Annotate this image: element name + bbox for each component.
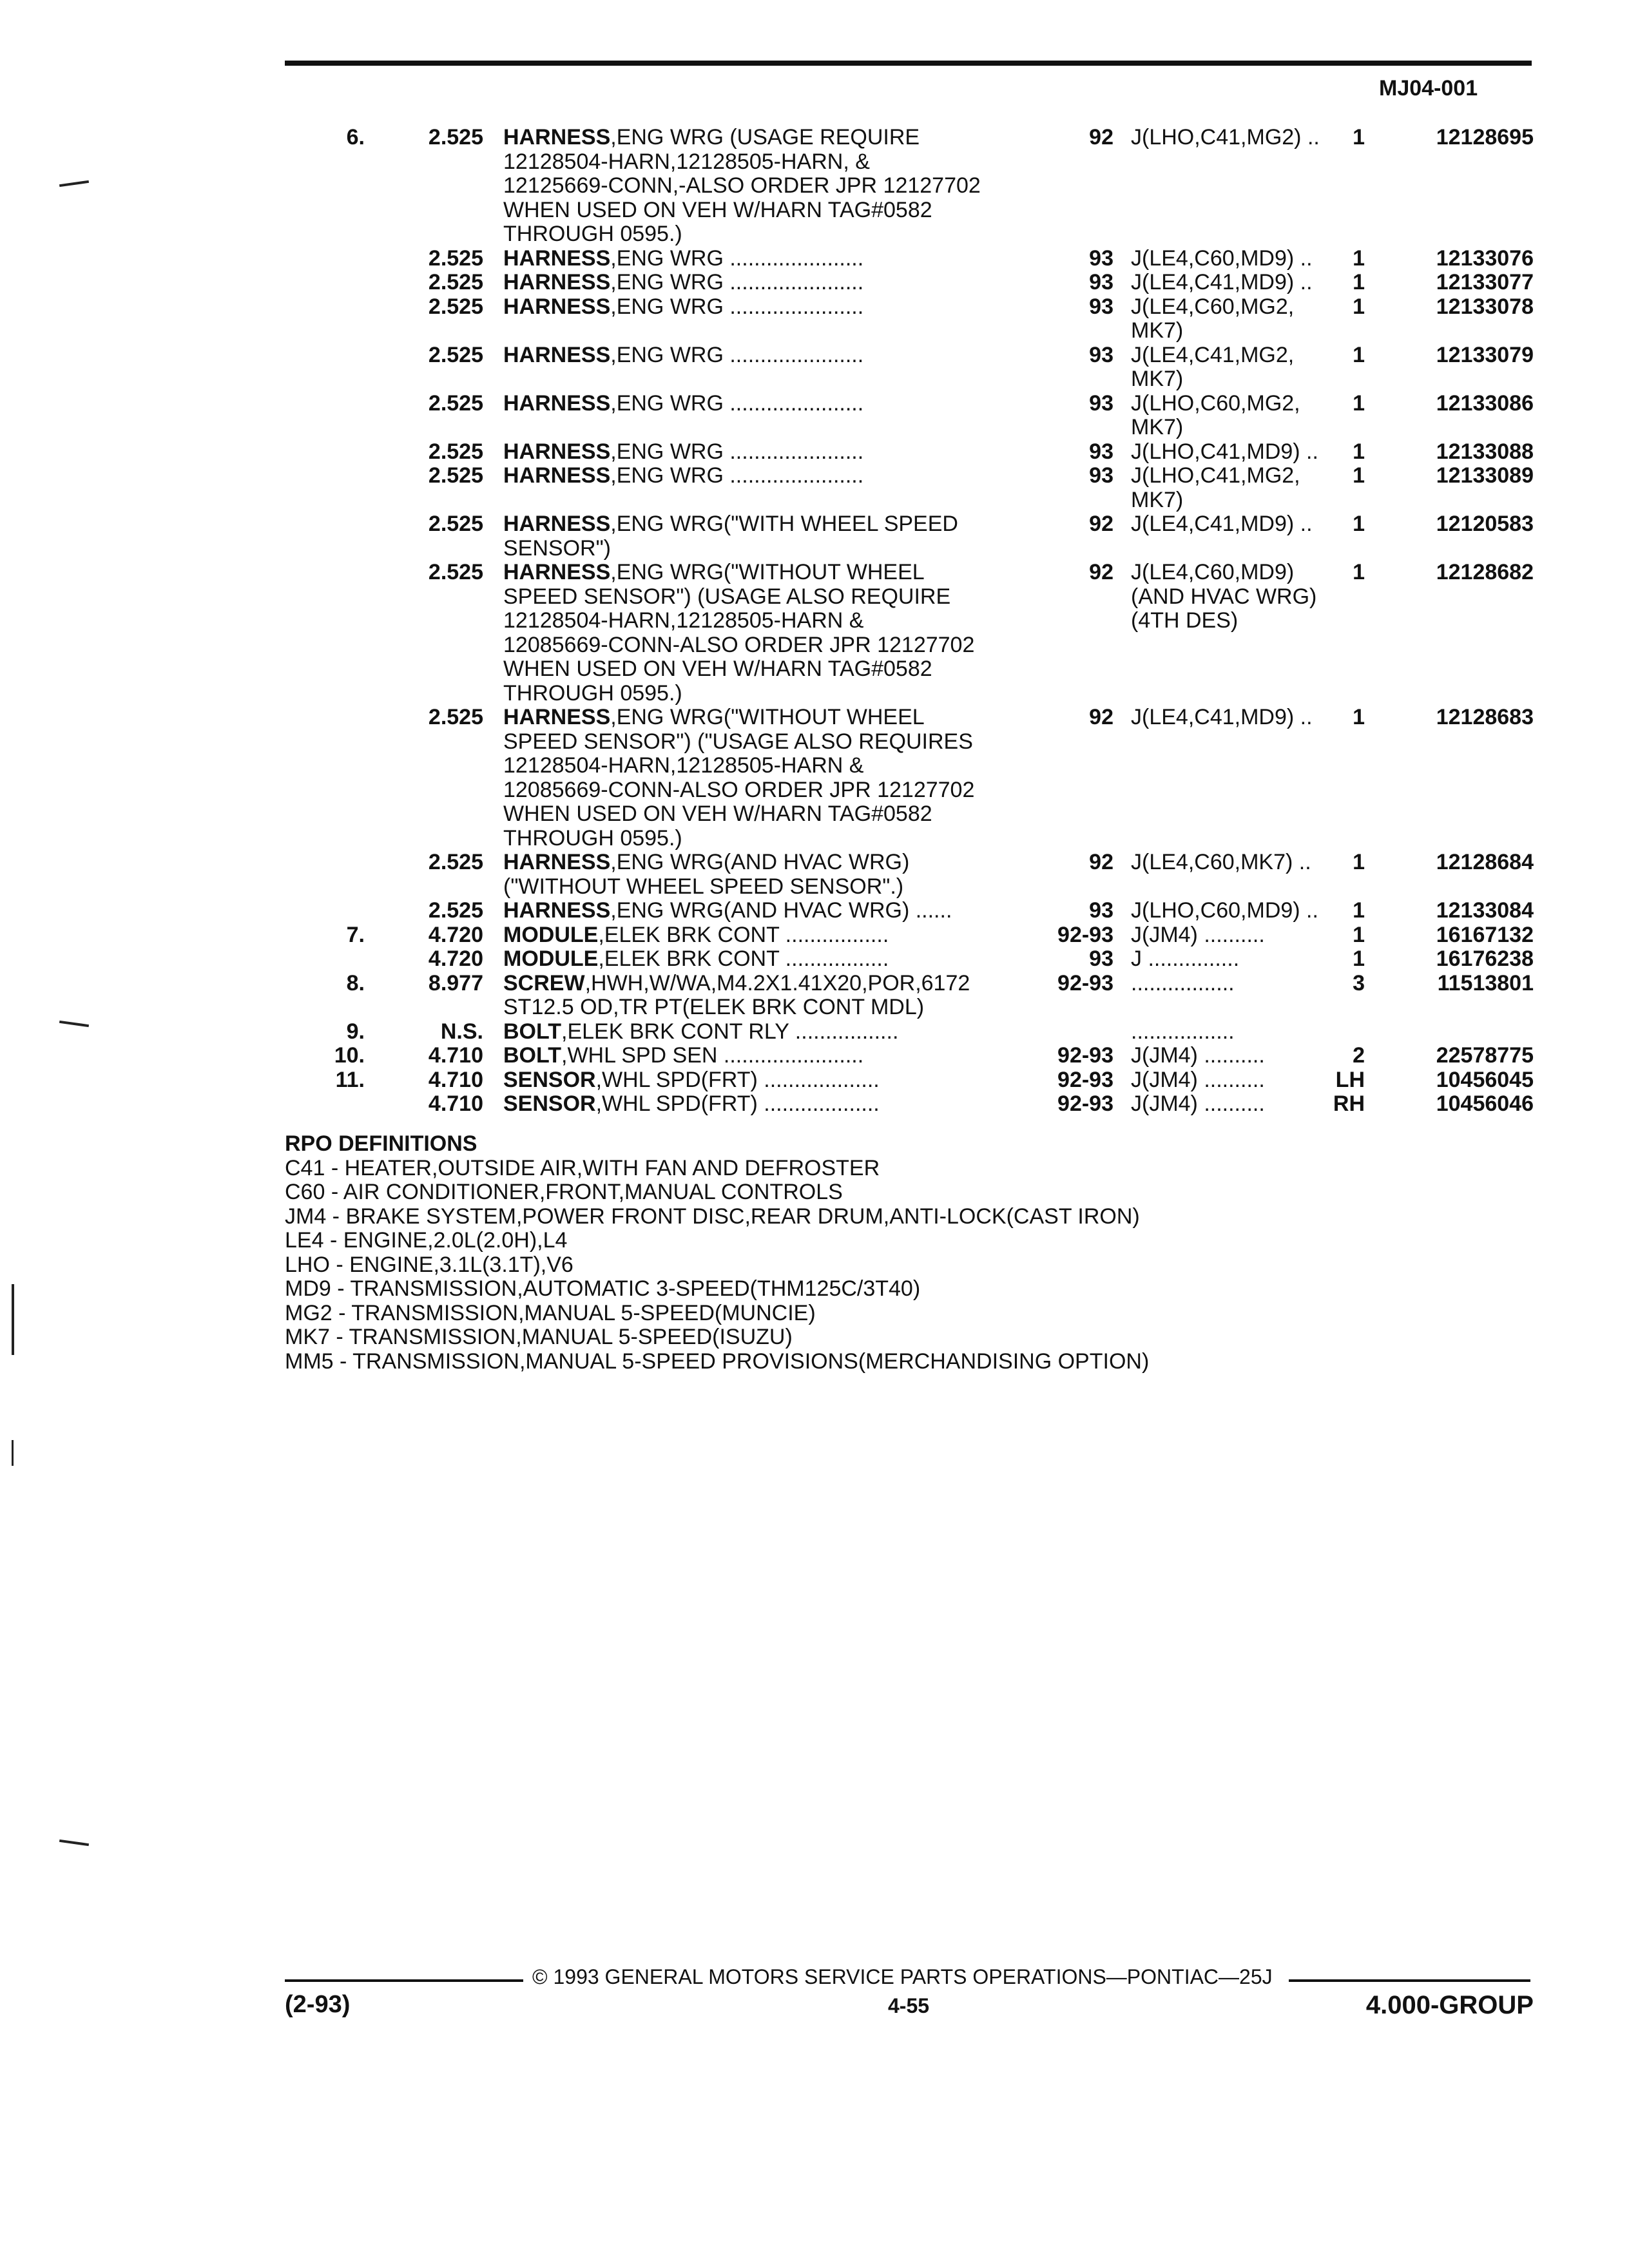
- part-detail: ,ENG WRG ......................: [610, 342, 864, 367]
- quantity: 1: [1353, 342, 1365, 367]
- part-name: BOLT: [503, 1019, 562, 1044]
- part-number: 11513801: [1437, 970, 1534, 995]
- part-number: 12120583: [1436, 512, 1534, 536]
- usage-code: .................: [1131, 970, 1235, 995]
- model-years: 93: [1089, 439, 1113, 464]
- rpo-definition: JM4 - BRAKE SYSTEM,POWER FRONT DISC,REAR DRUM,ANTI-LOCK(CAST IRON): [285, 1204, 1140, 1229]
- footer-rule-right: [1289, 1979, 1530, 1982]
- quantity: 1: [1353, 245, 1365, 271]
- part-detail: ,ENG WRG ......................: [610, 463, 864, 488]
- part-number: 12133078: [1436, 294, 1534, 319]
- part-detail: ,ENG WRG ......................: [610, 270, 864, 294]
- model-years: 92: [1089, 125, 1113, 149]
- rpo-definitions-list: [285, 1157, 1149, 1374]
- page-number: 4-55: [888, 1994, 930, 2017]
- parts-list: [0, 126, 1629, 1117]
- part-name: HARNESS: [503, 463, 611, 488]
- part-description: [503, 126, 1045, 247]
- quantity: 1: [1353, 560, 1365, 584]
- part-detail: ,ENG WRG("WITHOUT WHEEL SPEED SENSOR") ("USAGE ALSO REQUIRES 12128504-HARN,12128505-HARN & 12085669-CONN-ALSO ORDER JPR 12127702 WHEN USED ON VEH W/HARN TAG#0582 THROUGH 0595.): [503, 705, 975, 850]
- rpo-definitions: [285, 1132, 1149, 1374]
- part-number: 16167132: [1436, 922, 1534, 947]
- part-name: HARNESS: [503, 294, 611, 319]
- model-years: 93: [1089, 245, 1113, 271]
- ref-number: 8.: [346, 970, 365, 995]
- quantity: 1: [1353, 390, 1365, 416]
- part-description: [503, 295, 1045, 320]
- part-number: 22578775: [1436, 1043, 1534, 1068]
- part-description: [503, 706, 1045, 850]
- usage-code: .................: [1131, 1019, 1235, 1044]
- scan-mark: [12, 1284, 14, 1355]
- usage-code: J(JM4) ..........: [1131, 922, 1265, 947]
- usage-code: J(LHO,C41,MD9) ..: [1131, 439, 1318, 464]
- model-years: 93: [1089, 294, 1113, 319]
- ref-number: 7.: [346, 922, 365, 947]
- usage-code: J(LE4,C60,MK7) ..: [1131, 850, 1311, 874]
- usage-code: J(JM4) ..........: [1131, 1067, 1265, 1092]
- part-number: 12133086: [1436, 390, 1534, 416]
- quantity: 1: [1353, 270, 1365, 294]
- part-detail: ,ELEK BRK CONT .................: [598, 947, 889, 971]
- group-number: 2.525: [428, 270, 483, 294]
- part-name: HARNESS: [503, 270, 611, 294]
- part-name: MODULE: [503, 947, 599, 971]
- ref-number: 6.: [346, 125, 365, 149]
- part-name: HARNESS: [503, 705, 611, 729]
- ref-number: 10.: [334, 1043, 365, 1068]
- parts-row: [0, 1020, 1629, 1044]
- ref-number: 9.: [346, 1019, 365, 1044]
- group-number: 2.525: [428, 125, 483, 149]
- parts-row: [0, 947, 1629, 972]
- top-rule: [285, 61, 1532, 66]
- group-number: 2.525: [428, 463, 483, 488]
- parts-row: [0, 512, 1629, 561]
- usage-code: J(JM4) ..........: [1131, 1091, 1265, 1116]
- model-years: 92: [1089, 512, 1113, 536]
- part-detail: ,HWH,W/WA,M4.2X1.41X20,POR,6172 ST12.5 OD,TR PT(ELEK BRK CONT MDL): [503, 970, 970, 1019]
- part-number: 12133084: [1436, 898, 1534, 923]
- rpo-definition: LHO - ENGINE,3.1L(3.1T),V6: [285, 1252, 574, 1277]
- part-name: MODULE: [503, 922, 599, 947]
- model-years: 93: [1089, 390, 1113, 416]
- part-description: [503, 947, 1045, 972]
- usage-code: J(LHO,C41,MG2) ..: [1131, 125, 1320, 149]
- parts-row: [0, 850, 1629, 899]
- usage-code: J ...............: [1131, 947, 1240, 971]
- part-name: HARNESS: [503, 850, 611, 874]
- group-number: 2.525: [428, 560, 483, 584]
- part-description: [503, 440, 1045, 465]
- part-number: 12128684: [1436, 850, 1534, 874]
- part-number: 12133077: [1436, 270, 1534, 294]
- footer-date: (2-93): [285, 1991, 351, 2018]
- part-number: 10456046: [1436, 1091, 1534, 1116]
- part-name: HARNESS: [503, 342, 611, 367]
- part-name: HARNESS: [503, 512, 611, 536]
- model-years: 92-93: [1057, 1043, 1113, 1068]
- part-description: [503, 899, 1045, 923]
- part-number: 12133089: [1436, 463, 1534, 488]
- part-description: [503, 850, 1045, 899]
- parts-row: [0, 972, 1629, 1020]
- quantity: 3: [1353, 970, 1365, 995]
- part-detail: ,WHL SPD SEN .......................: [561, 1043, 864, 1068]
- model-years: 92-93: [1057, 1091, 1113, 1116]
- usage-code: J(LE4,C41,MD9) ..: [1131, 270, 1313, 294]
- part-number: 10456045: [1436, 1067, 1534, 1092]
- usage-code: J(LHO,C60,MD9) ..: [1131, 898, 1318, 923]
- usage-code: J(LE4,C41,MD9) ..: [1131, 512, 1313, 536]
- group-number: 4.720: [428, 947, 483, 971]
- quantity: 1: [1353, 125, 1365, 149]
- part-number: 12133076: [1436, 245, 1534, 271]
- part-name: SCREW: [503, 970, 585, 995]
- part-description: [503, 343, 1045, 368]
- group-number: 2.525: [428, 390, 483, 416]
- quantity: 1: [1353, 850, 1365, 874]
- ref-number: 11.: [335, 1067, 365, 1092]
- model-years: 92: [1089, 705, 1113, 729]
- rpo-definition: MD9 - TRANSMISSION,AUTOMATIC 3-SPEED(THM125C/3T40): [285, 1276, 921, 1301]
- part-detail: ,ENG WRG ......................: [610, 294, 864, 319]
- part-detail: ,ENG WRG ......................: [610, 245, 864, 271]
- group-number: 2.525: [428, 898, 483, 923]
- part-number: 12133088: [1436, 439, 1534, 464]
- group-number: 2.525: [428, 512, 483, 536]
- part-name: SENSOR: [503, 1067, 596, 1092]
- part-description: [503, 1068, 1045, 1093]
- scan-mark: [59, 1840, 89, 1846]
- usage-code: J(LE4,C60,MD9) (AND HVAC WRG) (4TH DES): [1131, 560, 1317, 633]
- part-name: HARNESS: [503, 439, 611, 464]
- part-detail: ,ENG WRG(AND HVAC WRG) ("WITHOUT WHEEL SPEED SENSOR".): [503, 850, 910, 899]
- part-detail: ,ELEK BRK CONT RLY .................: [561, 1019, 899, 1044]
- model-years: 92: [1089, 560, 1113, 584]
- part-description: [503, 923, 1045, 948]
- quantity: RH: [1333, 1091, 1365, 1116]
- part-description: [503, 512, 1045, 561]
- group-number: 4.710: [428, 1091, 483, 1116]
- parts-row: [0, 247, 1629, 271]
- part-name: SENSOR: [503, 1091, 596, 1116]
- scan-mark: [12, 1440, 14, 1466]
- parts-row: [0, 561, 1629, 706]
- part-detail: ,ENG WRG (USAGE REQUIRE 12128504-HARN,12128505-HARN, & 12125669-CONN,-ALSO ORDER JPR 12127702 WHEN USED ON VEH W/HARN TAG#0582 THROUGH 0595.): [503, 125, 981, 246]
- parts-row: [0, 271, 1629, 295]
- part-number: 12133079: [1436, 342, 1534, 367]
- part-number: 16176238: [1436, 947, 1534, 971]
- usage-code: J(LHO,C60,MG2, MK7): [1131, 390, 1300, 439]
- rpo-definition: C60 - AIR CONDITIONER,FRONT,MANUAL CONTROLS: [285, 1180, 843, 1204]
- part-description: [503, 972, 1045, 1020]
- usage-code: J(LE4,C41,MD9) ..: [1131, 705, 1313, 729]
- group-number: 4.720: [428, 922, 483, 947]
- group-number: 2.525: [428, 850, 483, 874]
- model-years: 92-93: [1057, 922, 1113, 947]
- usage-code: J(LE4,C60,MD9) ..: [1131, 245, 1313, 271]
- model-years: 93: [1089, 270, 1113, 294]
- part-name: HARNESS: [503, 390, 611, 416]
- part-name: HARNESS: [503, 898, 611, 923]
- quantity: 2: [1353, 1043, 1365, 1068]
- part-detail: ,ENG WRG ......................: [610, 390, 864, 416]
- model-years: 93: [1089, 947, 1113, 971]
- group-number: 2.525: [428, 705, 483, 729]
- quantity: 1: [1353, 439, 1365, 464]
- part-detail: ,WHL SPD(FRT) ...................: [595, 1091, 880, 1116]
- parts-row: [0, 343, 1629, 392]
- footer-rule-left: [285, 1979, 523, 1982]
- model-years: 92: [1089, 850, 1113, 874]
- group-number: 2.525: [428, 439, 483, 464]
- usage-code: J(LE4,C60,MG2, MK7): [1131, 294, 1295, 343]
- part-description: [503, 1092, 1045, 1117]
- parts-row: [0, 126, 1629, 247]
- group-number: 4.710: [428, 1067, 483, 1092]
- quantity: 1: [1353, 512, 1365, 536]
- parts-row: [0, 923, 1629, 948]
- quantity: 1: [1353, 463, 1365, 488]
- part-name: HARNESS: [503, 245, 611, 271]
- part-number: 12128683: [1436, 705, 1534, 729]
- model-years: 93: [1089, 463, 1113, 488]
- parts-row: [0, 1044, 1629, 1068]
- part-description: [503, 1020, 1045, 1044]
- parts-row: [0, 1068, 1629, 1093]
- group-number: 2.525: [428, 342, 483, 367]
- rpo-definition: MM5 - TRANSMISSION,MANUAL 5-SPEED PROVISIONS(MERCHANDISING OPTION): [285, 1349, 1150, 1374]
- quantity: 1: [1353, 947, 1365, 971]
- parts-row: [0, 440, 1629, 465]
- parts-row: [0, 1092, 1629, 1117]
- part-description: [503, 464, 1045, 488]
- parts-row: [0, 392, 1629, 440]
- quantity: 1: [1353, 705, 1365, 729]
- rpo-definition: LE4 - ENGINE,2.0L(2.0H),L4: [285, 1228, 568, 1253]
- rpo-definition: MK7 - TRANSMISSION,MANUAL 5-SPEED(ISUZU): [285, 1325, 793, 1349]
- part-detail: ,ENG WRG("WITH WHEEL SPEED SENSOR"): [503, 512, 958, 561]
- parts-row: [0, 706, 1629, 850]
- model-years: 93: [1089, 342, 1113, 367]
- group-number: 2.525: [428, 245, 483, 271]
- part-number: 12128682: [1436, 560, 1534, 584]
- rpo-definitions-title: RPO DEFINITIONS: [285, 1131, 477, 1156]
- part-detail: ,WHL SPD(FRT) ...................: [595, 1067, 880, 1092]
- part-description: [503, 1044, 1045, 1068]
- part-description: [503, 271, 1045, 295]
- part-description: [503, 392, 1045, 416]
- part-number: 12128695: [1436, 125, 1534, 149]
- rpo-definition: C41 - HEATER,OUTSIDE AIR,WITH FAN AND DEFROSTER: [285, 1155, 880, 1180]
- part-description: [503, 561, 1045, 706]
- part-detail: ,ENG WRG(AND HVAC WRG) ......: [610, 898, 952, 923]
- model-years: 92-93: [1057, 970, 1113, 995]
- usage-code: J(JM4) ..........: [1131, 1043, 1265, 1068]
- group-number: 8.977: [428, 970, 483, 995]
- model-years: 93: [1089, 898, 1113, 923]
- parts-row: [0, 464, 1629, 512]
- rpo-definition: MG2 - TRANSMISSION,MANUAL 5-SPEED(MUNCIE): [285, 1300, 816, 1325]
- footer-group: 4.000-GROUP: [1365, 1991, 1534, 2019]
- usage-code: J(LE4,C41,MG2, MK7): [1131, 342, 1295, 391]
- part-detail: ,ENG WRG ......................: [610, 439, 864, 464]
- quantity: 1: [1353, 294, 1365, 319]
- footer-copyright: © 1993 GENERAL MOTORS SERVICE PARTS OPERATIONS—PONTIAC—25J: [532, 1965, 1273, 1988]
- part-description: [503, 247, 1045, 271]
- part-name: HARNESS: [503, 560, 611, 584]
- part-detail: ,ENG WRG("WITHOUT WHEEL SPEED SENSOR") (USAGE ALSO REQUIRE 12128504-HARN,12128505-HARN & 12085669-CONN-ALSO ORDER JPR 12127702 WHEN USED ON VEH W/HARN TAG#0582 THROUGH 0595.): [503, 560, 975, 706]
- quantity: LH: [1335, 1067, 1365, 1092]
- group-number: N.S.: [440, 1019, 483, 1044]
- parts-row: [0, 899, 1629, 923]
- parts-row: [0, 295, 1629, 343]
- usage-code: J(LHO,C41,MG2, MK7): [1131, 463, 1300, 512]
- part-detail: ,ELEK BRK CONT .................: [598, 922, 889, 947]
- quantity: 1: [1353, 922, 1365, 947]
- group-number: 2.525: [428, 294, 483, 319]
- part-name: BOLT: [503, 1043, 562, 1068]
- model-years: 92-93: [1057, 1067, 1113, 1092]
- group-number: 4.710: [428, 1043, 483, 1068]
- quantity: 1: [1353, 898, 1365, 923]
- part-name: HARNESS: [503, 125, 611, 149]
- document-id: MJ04-001: [1379, 76, 1478, 101]
